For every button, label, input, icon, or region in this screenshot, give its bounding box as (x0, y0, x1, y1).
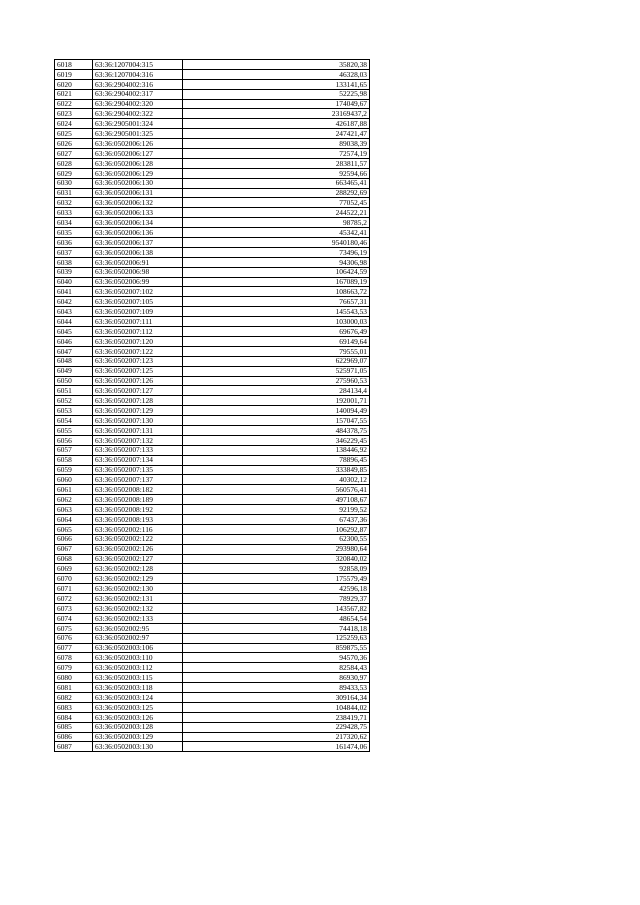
row-number-cell: 6026 (55, 139, 93, 149)
table-row (55, 505, 370, 515)
cadastral-number-cell: 63:36:0502007:135 (93, 465, 183, 475)
cadastral-number-cell: 63:36:0502006:132 (93, 198, 183, 208)
table-row (55, 495, 370, 505)
row-number-cell: 6054 (55, 416, 93, 426)
cadastral-number-cell: 63:36:0502003:125 (93, 702, 183, 712)
value-cell: 98785,2 (183, 218, 370, 228)
cadastral-number-cell: 63:36:0502002:132 (93, 603, 183, 613)
row-number-cell: 6053 (55, 406, 93, 416)
cadastral-number-cell: 63:36:0502007:127 (93, 386, 183, 396)
value-cell: 82584,43 (183, 663, 370, 673)
value-cell: 157047,55 (183, 416, 370, 426)
cadastral-number-cell: 63:36:0502007:105 (93, 297, 183, 307)
row-number-cell: 6067 (55, 544, 93, 554)
value-cell: 663465,41 (183, 178, 370, 188)
value-cell: 125259,63 (183, 633, 370, 643)
cadastral-number-cell: 63:36:0502006:98 (93, 267, 183, 277)
cadastral-number-cell: 63:36:0502006:137 (93, 238, 183, 248)
value-cell: 69676,49 (183, 327, 370, 337)
table-row (55, 366, 370, 376)
cadastral-number-cell: 63:36:0502007:111 (93, 317, 183, 327)
row-number-cell: 6055 (55, 425, 93, 435)
table-row (55, 178, 370, 188)
value-cell: 484378,75 (183, 425, 370, 435)
value-cell: 525971,05 (183, 366, 370, 376)
table-row (55, 534, 370, 544)
table-row (55, 722, 370, 732)
row-number-cell: 6038 (55, 257, 93, 267)
cadastral-number-cell: 63:36:0502007:131 (93, 425, 183, 435)
table-row (55, 514, 370, 524)
value-cell: 309164,34 (183, 693, 370, 703)
cadastral-number-cell: 63:36:0502006:136 (93, 228, 183, 238)
cadastral-number-cell: 63:36:0502002:122 (93, 534, 183, 544)
cadastral-number-cell: 63:36:0502007:129 (93, 406, 183, 416)
row-number-cell: 6085 (55, 722, 93, 732)
cadastral-number-cell: 63:36:0502006:91 (93, 257, 183, 267)
table-row (55, 188, 370, 198)
value-cell: 859875,55 (183, 643, 370, 653)
cadastral-number-cell: 63:36:0502006:129 (93, 168, 183, 178)
value-cell: 175579,49 (183, 574, 370, 584)
row-number-cell: 6065 (55, 524, 93, 534)
cadastral-number-cell: 63:36:0502006:133 (93, 208, 183, 218)
table-row (55, 742, 370, 752)
table-row (55, 89, 370, 99)
cadastral-number-cell: 63:36:0502002:127 (93, 554, 183, 564)
value-cell: 46328,03 (183, 69, 370, 79)
table-row (55, 307, 370, 317)
row-number-cell: 6031 (55, 188, 93, 198)
table-row (55, 79, 370, 89)
table-row (55, 376, 370, 386)
table-row (55, 356, 370, 366)
value-cell: 167089,19 (183, 277, 370, 287)
table-row (55, 416, 370, 426)
table-row (55, 643, 370, 653)
table-row (55, 277, 370, 287)
row-number-cell: 6027 (55, 149, 93, 159)
row-number-cell: 6043 (55, 307, 93, 317)
table-row (55, 198, 370, 208)
row-number-cell: 6036 (55, 238, 93, 248)
cadastral-number-cell: 63:36:0502008:182 (93, 485, 183, 495)
cadastral-number-cell: 63:36:0502007:102 (93, 287, 183, 297)
row-number-cell: 6052 (55, 396, 93, 406)
row-number-cell: 6060 (55, 475, 93, 485)
table-row (55, 386, 370, 396)
value-cell: 86930,97 (183, 673, 370, 683)
row-number-cell: 6050 (55, 376, 93, 386)
row-number-cell: 6071 (55, 584, 93, 594)
table-row (55, 554, 370, 564)
value-cell: 69149,64 (183, 336, 370, 346)
cadastral-number-cell: 63:36:0502003:118 (93, 683, 183, 693)
value-cell: 275960,53 (183, 376, 370, 386)
table-row (55, 228, 370, 238)
row-number-cell: 6019 (55, 69, 93, 79)
value-cell: 108663,72 (183, 287, 370, 297)
cadastral-number-cell: 63:36:0502006:138 (93, 247, 183, 257)
cadastral-number-cell: 63:36:0502007:133 (93, 445, 183, 455)
row-number-cell: 6082 (55, 693, 93, 703)
cadastral-number-cell: 63:36:0502006:99 (93, 277, 183, 287)
cadastral-number-cell: 63:36:0502006:134 (93, 218, 183, 228)
value-cell: 76657,31 (183, 297, 370, 307)
data-table (54, 59, 370, 752)
value-cell: 40302,12 (183, 475, 370, 485)
cadastral-number-cell: 63:36:0502007:132 (93, 435, 183, 445)
table-row (55, 613, 370, 623)
value-cell: 174049,67 (183, 99, 370, 109)
row-number-cell: 6033 (55, 208, 93, 218)
cadastral-number-cell: 63:36:0502003:115 (93, 673, 183, 683)
value-cell: 426187,88 (183, 119, 370, 129)
row-number-cell: 6039 (55, 267, 93, 277)
row-number-cell: 6080 (55, 673, 93, 683)
row-number-cell: 6023 (55, 109, 93, 119)
table-row (55, 119, 370, 129)
value-cell: 622969,07 (183, 356, 370, 366)
cadastral-number-cell: 63:36:0502007:123 (93, 356, 183, 366)
row-number-cell: 6032 (55, 198, 93, 208)
table-row (55, 158, 370, 168)
row-number-cell: 6063 (55, 505, 93, 515)
table-row (55, 69, 370, 79)
cadastral-number-cell: 63:36:0502007:128 (93, 396, 183, 406)
cadastral-number-cell: 63:36:0502002:126 (93, 544, 183, 554)
cadastral-number-cell: 63:36:0502003:126 (93, 712, 183, 722)
row-number-cell: 6046 (55, 336, 93, 346)
value-cell: 45342,41 (183, 228, 370, 238)
value-cell: 283811,57 (183, 158, 370, 168)
value-cell: 244522,21 (183, 208, 370, 218)
value-cell: 42596,18 (183, 584, 370, 594)
table-row (55, 603, 370, 613)
row-number-cell: 6078 (55, 653, 93, 663)
table-row (55, 465, 370, 475)
table-row (55, 653, 370, 663)
cadastral-number-cell: 63:36:0502006:127 (93, 149, 183, 159)
row-number-cell: 6028 (55, 158, 93, 168)
value-cell: 104844,02 (183, 702, 370, 712)
row-number-cell: 6083 (55, 702, 93, 712)
table-row (55, 584, 370, 594)
table-row (55, 287, 370, 297)
value-cell: 288292,69 (183, 188, 370, 198)
row-number-cell: 6030 (55, 178, 93, 188)
value-cell: 497108,67 (183, 495, 370, 505)
row-number-cell: 6056 (55, 435, 93, 445)
table-row (55, 99, 370, 109)
value-cell: 89038,39 (183, 139, 370, 149)
row-number-cell: 6069 (55, 564, 93, 574)
value-cell: 92199,52 (183, 505, 370, 515)
value-cell: 92594,66 (183, 168, 370, 178)
row-number-cell: 6020 (55, 79, 93, 89)
row-number-cell: 6025 (55, 129, 93, 139)
cadastral-number-cell: 63:36:0502007:130 (93, 416, 183, 426)
table-row (55, 396, 370, 406)
value-cell: 67437,36 (183, 514, 370, 524)
cadastral-number-cell: 63:36:0502007:120 (93, 336, 183, 346)
cadastral-number-cell: 63:36:0502002:131 (93, 594, 183, 604)
value-cell: 94306,98 (183, 257, 370, 267)
value-cell: 333849,85 (183, 465, 370, 475)
cadastral-number-cell: 63:36:0502006:126 (93, 139, 183, 149)
value-cell: 145543,53 (183, 307, 370, 317)
value-cell: 48654,54 (183, 613, 370, 623)
row-number-cell: 6058 (55, 455, 93, 465)
cadastral-number-cell: 63:36:0502002:95 (93, 623, 183, 633)
table-row (55, 693, 370, 703)
table-row (55, 475, 370, 485)
value-cell: 72574,19 (183, 149, 370, 159)
row-number-cell: 6086 (55, 732, 93, 742)
table-row (55, 564, 370, 574)
row-number-cell: 6062 (55, 495, 93, 505)
table-row (55, 346, 370, 356)
row-number-cell: 6072 (55, 594, 93, 604)
value-cell: 247421,47 (183, 129, 370, 139)
value-cell: 35820,38 (183, 60, 370, 70)
row-number-cell: 6064 (55, 514, 93, 524)
table-row (55, 168, 370, 178)
row-number-cell: 6041 (55, 287, 93, 297)
cadastral-number-cell: 63:36:0502007:109 (93, 307, 183, 317)
table-row (55, 247, 370, 257)
cadastral-number-cell: 63:36:0502008:192 (93, 505, 183, 515)
row-number-cell: 6047 (55, 346, 93, 356)
row-number-cell: 6029 (55, 168, 93, 178)
cadastral-number-cell: 63:36:0502007:112 (93, 327, 183, 337)
table-row (55, 623, 370, 633)
value-cell: 9540180,46 (183, 238, 370, 248)
row-number-cell: 6076 (55, 633, 93, 643)
table-row (55, 257, 370, 267)
value-cell: 78896,45 (183, 455, 370, 465)
table-body (55, 60, 370, 752)
cadastral-number-cell: 63:36:2904002:320 (93, 99, 183, 109)
row-number-cell: 6079 (55, 663, 93, 673)
row-number-cell: 6068 (55, 554, 93, 564)
row-number-cell: 6042 (55, 297, 93, 307)
cadastral-number-cell: 63:36:0502008:193 (93, 514, 183, 524)
cadastral-number-cell: 63:36:2904002:317 (93, 89, 183, 99)
value-cell: 106424,59 (183, 267, 370, 277)
table-row (55, 267, 370, 277)
cadastral-number-cell: 63:36:2905001:325 (93, 129, 183, 139)
cadastral-number-cell: 63:36:1207004:315 (93, 60, 183, 70)
cadastral-number-cell: 63:36:0502002:130 (93, 584, 183, 594)
table-row (55, 712, 370, 722)
value-cell: 560576,41 (183, 485, 370, 495)
cadastral-number-cell: 63:36:2904002:322 (93, 109, 183, 119)
table-row (55, 109, 370, 119)
cadastral-number-cell: 63:36:0502003:110 (93, 653, 183, 663)
value-cell: 103000,03 (183, 317, 370, 327)
row-number-cell: 6077 (55, 643, 93, 653)
value-cell: 79555,01 (183, 346, 370, 356)
cadastral-number-cell: 63:36:2904002:316 (93, 79, 183, 89)
value-cell: 140094,49 (183, 406, 370, 416)
row-number-cell: 6051 (55, 386, 93, 396)
value-cell: 320840,02 (183, 554, 370, 564)
row-number-cell: 6074 (55, 613, 93, 623)
table-row (55, 336, 370, 346)
value-cell: 238419,71 (183, 712, 370, 722)
value-cell: 89433,53 (183, 683, 370, 693)
table-row (55, 673, 370, 683)
cadastral-number-cell: 63:36:0502002:97 (93, 633, 183, 643)
value-cell: 92858,09 (183, 564, 370, 574)
row-number-cell: 6070 (55, 574, 93, 584)
table-row (55, 732, 370, 742)
value-cell: 74418,18 (183, 623, 370, 633)
value-cell: 346229,45 (183, 435, 370, 445)
table-row (55, 544, 370, 554)
table-row (55, 425, 370, 435)
row-number-cell: 6075 (55, 623, 93, 633)
row-number-cell: 6022 (55, 99, 93, 109)
value-cell: 52225,98 (183, 89, 370, 99)
row-number-cell: 6040 (55, 277, 93, 287)
table-row (55, 485, 370, 495)
cadastral-number-cell: 63:36:0502007:137 (93, 475, 183, 485)
value-cell: 217320,62 (183, 732, 370, 742)
cadastral-number-cell: 63:36:0502006:130 (93, 178, 183, 188)
row-number-cell: 6037 (55, 247, 93, 257)
cadastral-number-cell: 63:36:0502002:133 (93, 613, 183, 623)
table-row (55, 663, 370, 673)
cadastral-number-cell: 63:36:0502003:128 (93, 722, 183, 732)
cadastral-number-cell: 63:36:0502006:128 (93, 158, 183, 168)
row-number-cell: 6073 (55, 603, 93, 613)
table-row (55, 149, 370, 159)
row-number-cell: 6021 (55, 89, 93, 99)
table-row (55, 406, 370, 416)
row-number-cell: 6066 (55, 534, 93, 544)
row-number-cell: 6049 (55, 366, 93, 376)
cadastral-number-cell: 63:36:0502006:131 (93, 188, 183, 198)
value-cell: 94570,36 (183, 653, 370, 663)
row-number-cell: 6057 (55, 445, 93, 455)
table-row (55, 702, 370, 712)
row-number-cell: 6087 (55, 742, 93, 752)
row-number-cell: 6044 (55, 317, 93, 327)
cadastral-number-cell: 63:36:0502007:134 (93, 455, 183, 465)
table-row (55, 445, 370, 455)
row-number-cell: 6018 (55, 60, 93, 70)
value-cell: 62300,55 (183, 534, 370, 544)
table-row (55, 208, 370, 218)
value-cell: 106292,87 (183, 524, 370, 534)
cadastral-number-cell: 63:36:0502003:124 (93, 693, 183, 703)
table-row (55, 327, 370, 337)
table-row (55, 60, 370, 70)
value-cell: 293980,64 (183, 544, 370, 554)
cadastral-number-cell: 63:36:2905001:324 (93, 119, 183, 129)
row-number-cell: 6084 (55, 712, 93, 722)
value-cell: 23169437,2 (183, 109, 370, 119)
table-row (55, 633, 370, 643)
cadastral-number-cell: 63:36:0502007:122 (93, 346, 183, 356)
table-row (55, 317, 370, 327)
cadastral-number-cell: 63:36:0502007:125 (93, 366, 183, 376)
value-cell: 73496,19 (183, 247, 370, 257)
value-cell: 138446,92 (183, 445, 370, 455)
row-number-cell: 6034 (55, 218, 93, 228)
cadastral-number-cell: 63:36:0502003:112 (93, 663, 183, 673)
table-row (55, 524, 370, 534)
cadastral-number-cell: 63:36:0502007:126 (93, 376, 183, 386)
value-cell: 192001,71 (183, 396, 370, 406)
cadastral-number-cell: 63:36:1207004:316 (93, 69, 183, 79)
cadastral-number-cell: 63:36:0502002:116 (93, 524, 183, 534)
cadastral-number-cell: 63:36:0502002:129 (93, 574, 183, 584)
row-number-cell: 6035 (55, 228, 93, 238)
table-row (55, 455, 370, 465)
cadastral-number-cell: 63:36:0502003:129 (93, 732, 183, 742)
table-row (55, 238, 370, 248)
value-cell: 161474,06 (183, 742, 370, 752)
table-row (55, 435, 370, 445)
cadastral-number-cell: 63:36:0502002:128 (93, 564, 183, 574)
row-number-cell: 6059 (55, 465, 93, 475)
value-cell: 78929,37 (183, 594, 370, 604)
table-row (55, 297, 370, 307)
row-number-cell: 6024 (55, 119, 93, 129)
value-cell: 77052,45 (183, 198, 370, 208)
table-row (55, 129, 370, 139)
table-row (55, 594, 370, 604)
table-row (55, 683, 370, 693)
value-cell: 284134,4 (183, 386, 370, 396)
table-row (55, 139, 370, 149)
cadastral-number-cell: 63:36:0502008:189 (93, 495, 183, 505)
cadastral-number-cell: 63:36:0502003:130 (93, 742, 183, 752)
row-number-cell: 6081 (55, 683, 93, 693)
row-number-cell: 6045 (55, 327, 93, 337)
value-cell: 133141,65 (183, 79, 370, 89)
value-cell: 229428,75 (183, 722, 370, 732)
row-number-cell: 6048 (55, 356, 93, 366)
value-cell: 143567,82 (183, 603, 370, 613)
table-row (55, 218, 370, 228)
row-number-cell: 6061 (55, 485, 93, 495)
table-row (55, 574, 370, 584)
cadastral-number-cell: 63:36:0502003:106 (93, 643, 183, 653)
